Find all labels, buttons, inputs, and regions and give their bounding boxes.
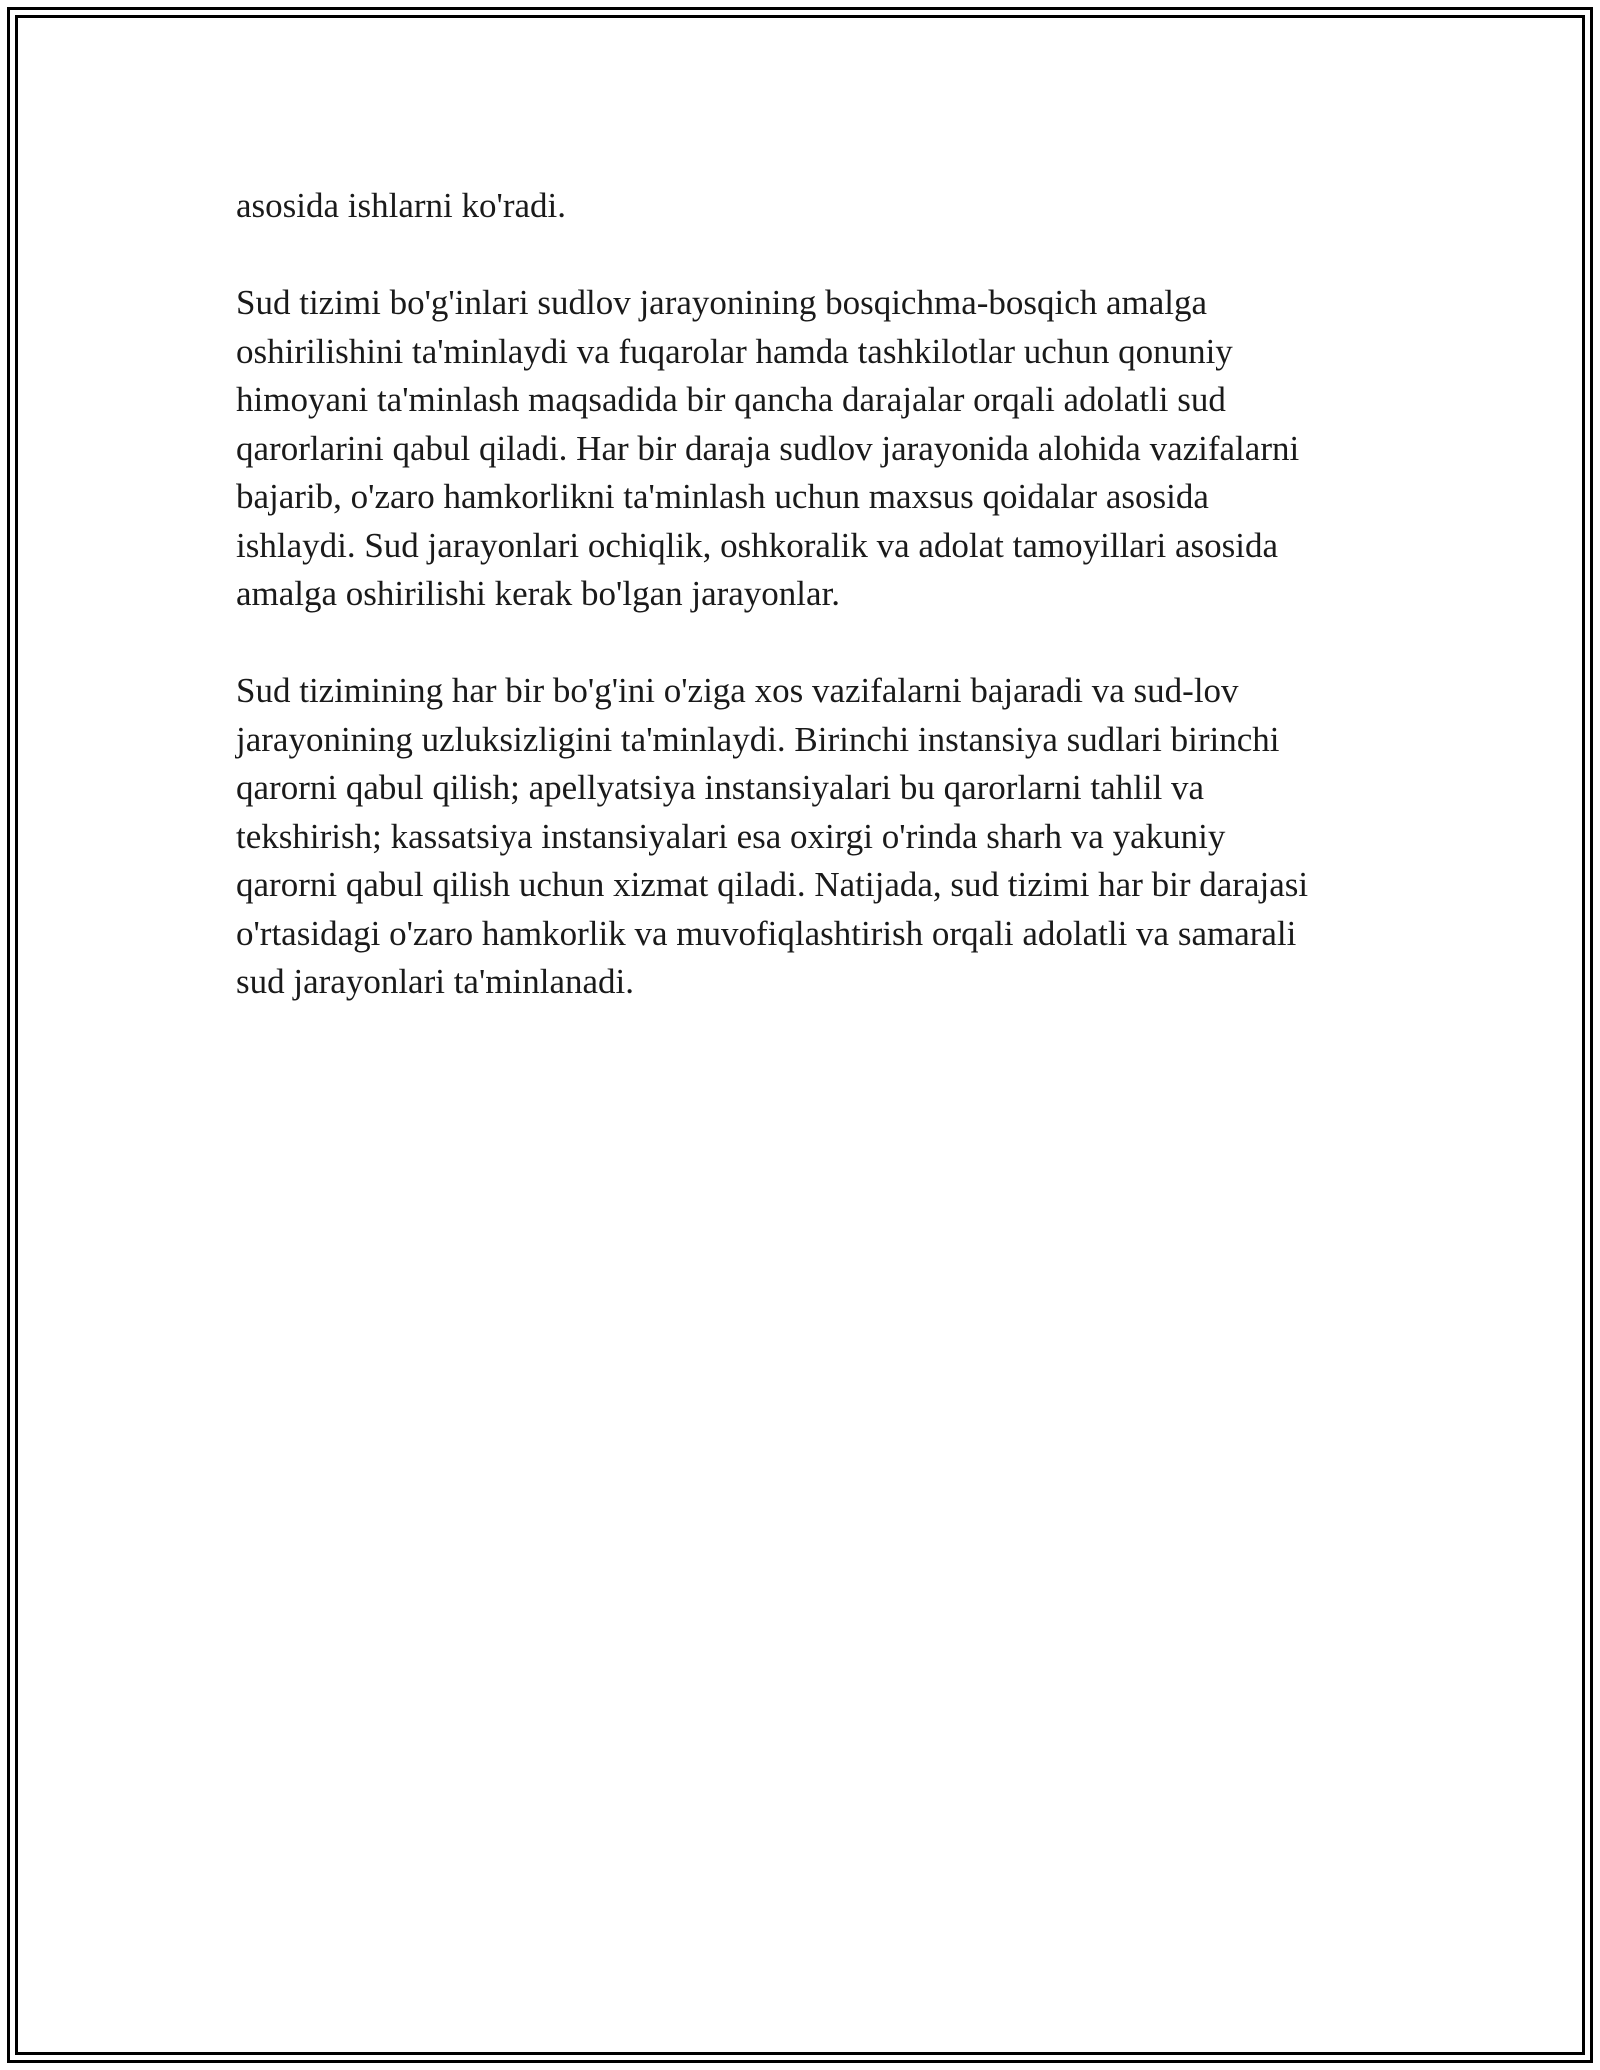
document-body [236, 182, 1376, 1055]
paragraph-3: Sud tizimining har bir bo'g'ini o'ziga xos vazifalarni bajaradi va sud-lov jarayonining uzluksizligini ta'minlaydi. Birinchi instansiya sudlari birinchi qarorni qabul qilish; apellyatsiya instansiyalari bu qarorlarni tahlil va tekshirish; kassatsiya instansiyalari esa oxirgi o'rinda sharh va yakuniy qarorni qabul qilish uchun xizmat qiladi. Natijada, sud tizimi har bir darajasi o'rtasidagi o'zaro hamkorlik va muvofiqlashtirish orqali adolatli va samarali sud jarayonlari ta'minlanadi. [236, 671, 1309, 1001]
paragraph-2: Sud tizimi bo'g'inlari sudlov jarayonining bosqichma-bosqich amalga oshirilishini ta'minlaydi va fuqarolar hamda tashkilotlar uchun qonuniy himoyani ta'minlash maqsadida bir qancha darajalar orqali adolatli sud qarorlarini qabul qiladi. Har bir daraja sudlov jarayonida alohida vazifalarni bajarib, o'zaro hamkorlikni ta'minlash uchun maxsus qoidalar asosida ishlaydi. Sud jarayonlari ochiqlik, oshkoralik va adolat tamoyillari asosida amalga oshirilishi kerak bo'lgan jarayonlar. [236, 283, 1300, 613]
paragraph-1: asosida ishlarni ko'radi. [236, 186, 566, 225]
